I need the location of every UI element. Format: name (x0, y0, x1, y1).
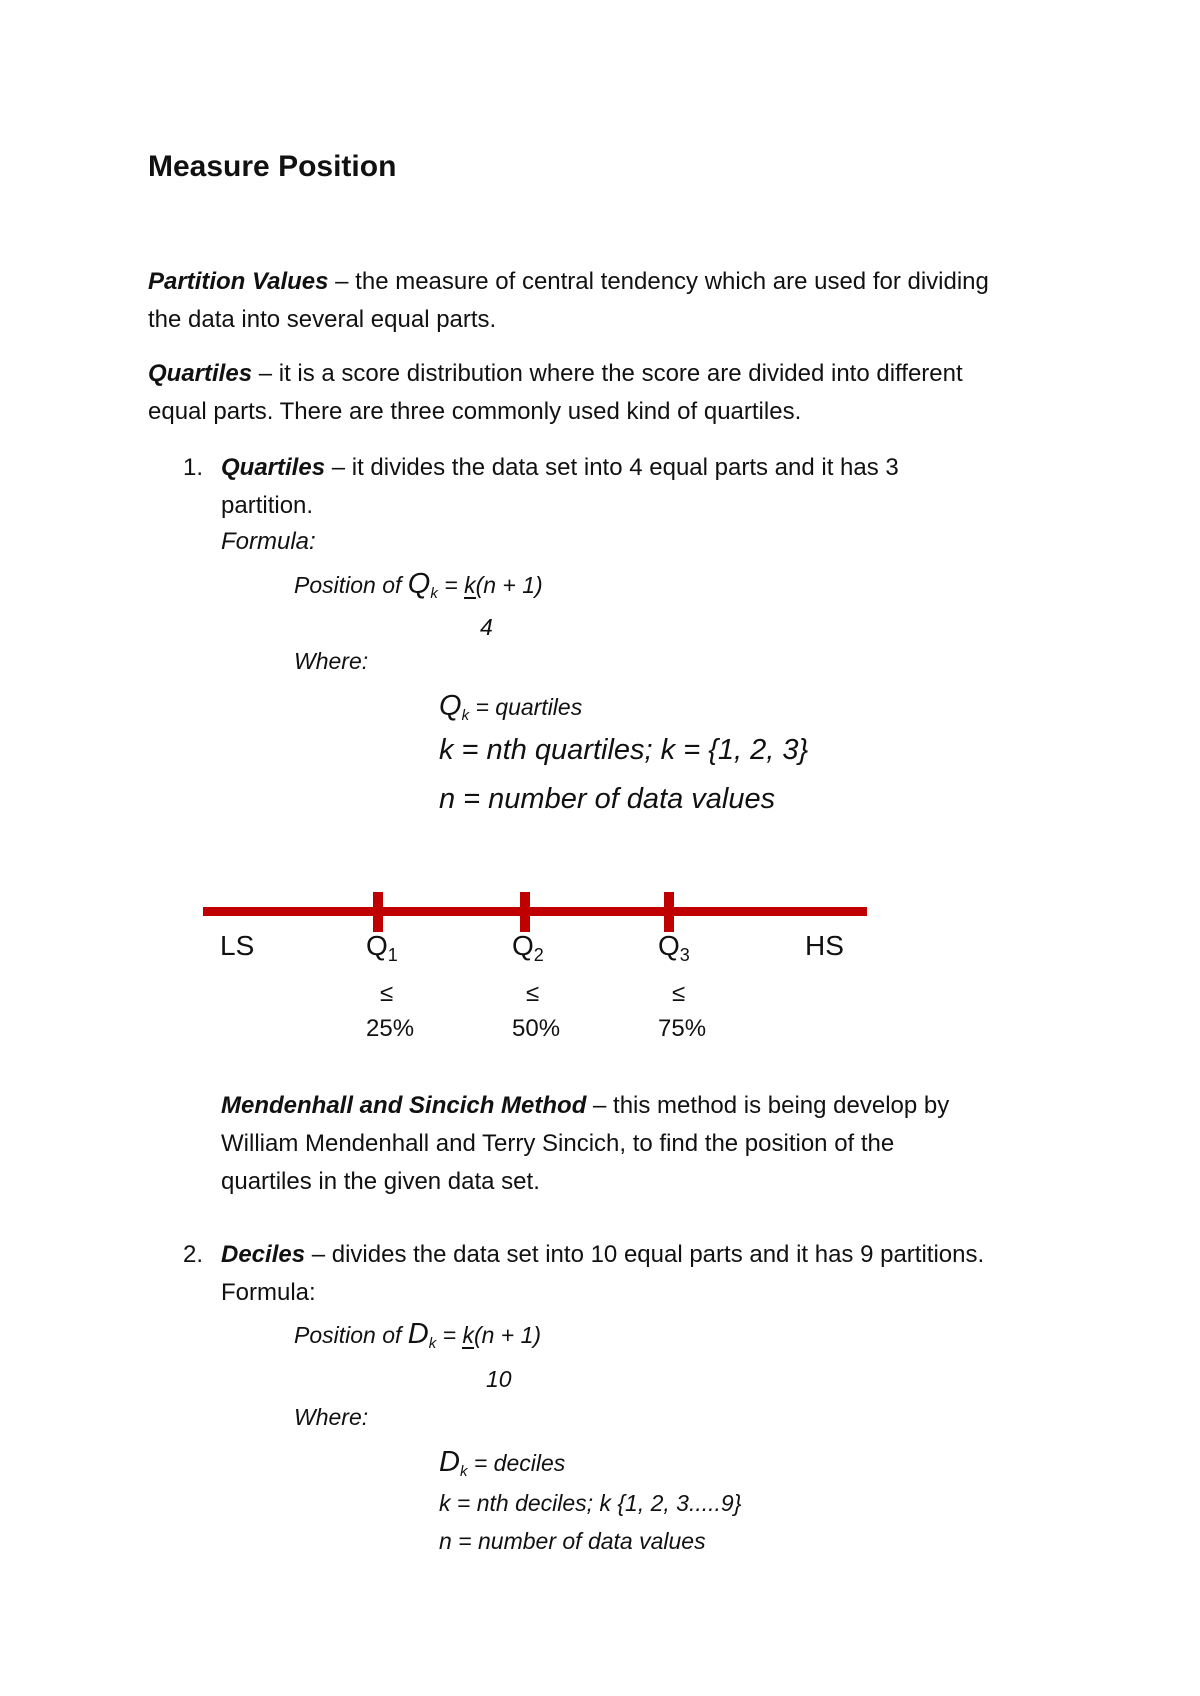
decile-def-n: n = number of data values (439, 1528, 706, 1554)
item1-where: Where: (294, 648, 369, 674)
list-number-1: 1. (183, 454, 204, 481)
mendenhall-line3: quartiles in the given data set. (221, 1168, 540, 1195)
leq-q2: ≤ (526, 980, 540, 1007)
number-line-tick-q1 (373, 892, 383, 932)
quartile-def-sub: k (461, 707, 470, 724)
axis-label-q3-sub: 3 (679, 945, 690, 965)
quartile-formula-eq: = (437, 572, 465, 598)
decile-formula-denominator: 10 (486, 1366, 512, 1392)
decile-def-k: k = nth deciles; k {1, 2, 3.....9} (439, 1490, 742, 1516)
percent-q2: 50% (512, 1015, 561, 1042)
leq-q3: ≤ (672, 980, 686, 1007)
partition-values-line2: the data into several equal parts. (148, 306, 497, 333)
item2-line1 (221, 1236, 1141, 1274)
mendenhall-text: – this method is being develop by (586, 1092, 950, 1119)
quartile-def-n: n = number of data values (439, 783, 776, 815)
item2-formula-label: Formula: (221, 1279, 316, 1306)
axis-label-q3-text: Q (658, 930, 680, 961)
decile-formula-sub: k (428, 1335, 437, 1352)
item1-line2: partition. (221, 492, 314, 519)
decile-formula-var: D (407, 1318, 429, 1350)
decile-def-text: = deciles (467, 1450, 566, 1476)
axis-label-q2 (512, 930, 544, 966)
axis-label-hs (805, 930, 844, 962)
decile-def-var: D (439, 1446, 460, 1478)
axis-label-ls-text: LS (220, 930, 255, 961)
partition-values-term: Partition Values (148, 268, 329, 295)
list-number-2: 2. (183, 1241, 204, 1268)
item2-term: Deciles (221, 1241, 306, 1268)
partition-values-text: – the measure of central tendency which are used for dividing (328, 268, 989, 295)
partition-values-line1 (148, 263, 1068, 301)
quartiles-intro-line2: equal parts. There are three commonly used kind of quartiles. (148, 398, 802, 425)
quartile-formula-rest: (n + 1) (475, 572, 543, 598)
quartile-def-k: k = nth quartiles; k = {1, 2, 3} (439, 734, 809, 766)
page-title: Measure Position (148, 150, 397, 183)
item1-text: – it divides the data set into 4 equal parts and it has 3 (325, 454, 899, 481)
quartile-formula-var: Q (407, 568, 431, 600)
item2-where: Where: (294, 1404, 369, 1430)
decile-formula-label: Position of (294, 1322, 408, 1348)
axis-label-q2-text: Q (512, 930, 534, 961)
quartile-formula-numerator: k (464, 572, 476, 598)
quartile-formula-label: Position of (294, 572, 408, 598)
quartiles-intro-text: – it is a score distribution where the score are divided into different (252, 360, 963, 387)
item1-formula-label: Formula: (221, 528, 316, 555)
axis-label-ls (220, 930, 254, 962)
quartile-def-qk (439, 690, 582, 724)
item1-term: Quartiles (221, 454, 326, 481)
number-line-tick-q2 (520, 892, 530, 932)
decile-def-dk (439, 1446, 565, 1480)
axis-label-q1 (366, 930, 398, 966)
quartiles-intro-term: Quartiles (148, 360, 253, 387)
decile-formula-eq: = (436, 1322, 463, 1348)
mendenhall-line1 (221, 1087, 1141, 1125)
axis-label-q2-sub: 2 (533, 945, 544, 965)
axis-label-q1-text: Q (366, 930, 388, 961)
decile-def-sub: k (459, 1463, 468, 1480)
quartile-def-var: Q (439, 690, 462, 722)
quartile-formula-sub: k (430, 585, 438, 602)
decile-formula-numerator: k (462, 1322, 474, 1348)
quartile-formula-denominator: 4 (480, 614, 493, 640)
item1-line1 (221, 449, 1141, 487)
quartile-def-text: = quartiles (469, 694, 583, 720)
item2-text: – divides the data set into 10 equal parts and it has 9 partitions. (305, 1241, 985, 1268)
leq-q1: ≤ (380, 980, 394, 1007)
quartile-number-line (0, 880, 1200, 940)
axis-label-hs-text: HS (805, 930, 844, 961)
number-line-bar (203, 907, 867, 916)
mendenhall-line2: William Mendenhall and Terry Sincich, to find the position of the (221, 1130, 895, 1157)
decile-formula (294, 1318, 541, 1352)
axis-label-q3 (658, 930, 690, 966)
mendenhall-term: Mendenhall and Sincich Method (221, 1092, 587, 1119)
percent-q3: 75% (658, 1015, 707, 1042)
axis-label-q1-sub: 1 (387, 945, 398, 965)
percent-q1: 25% (366, 1015, 415, 1042)
quartile-formula (294, 568, 543, 602)
quartiles-intro-line1 (148, 355, 1068, 393)
decile-formula-rest: (n + 1) (473, 1322, 542, 1348)
number-line-tick-q3 (664, 892, 674, 932)
